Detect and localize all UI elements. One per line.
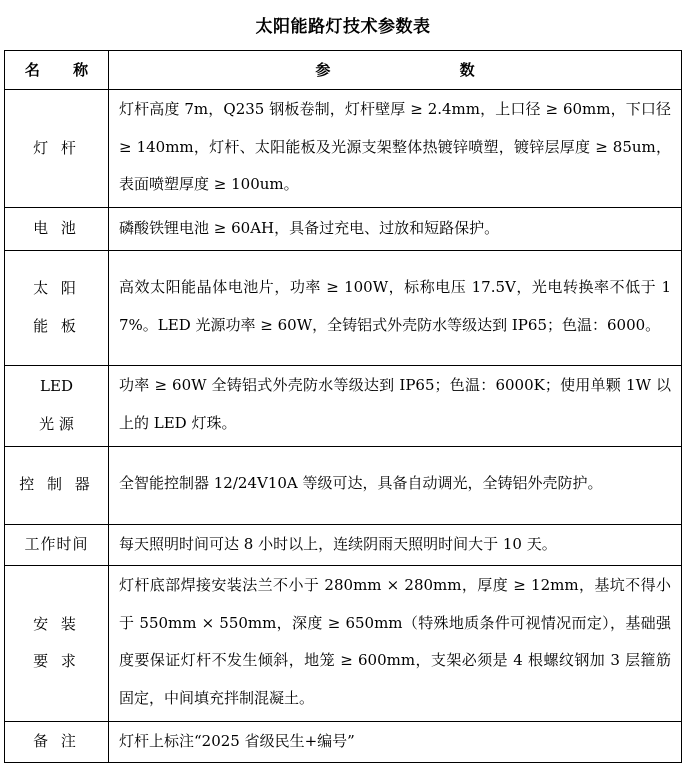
row-params-working-time: 每天照明时间可达 8 小时以上，连续阴雨天照明时间大于 10 天。	[109, 524, 682, 565]
table-header-row	[5, 51, 682, 90]
row-params-installation: 灯杆底部焊接安装法兰不小于 280mm × 280mm，厚度 ≥ 12mm，基坑不得小于 550mm × 550mm，深度 ≥ 650mm（特殊地质条件可视情况而定），基础强度要保证灯杆不发生倾斜，地笼 ≥ 600mm，支架必须是 4 根螺纹钢加 3 层箍筋固定，中间填充拌制混凝土。	[109, 565, 682, 721]
spec-table	[4, 50, 682, 763]
row-params-remarks: 灯杆上标注“2025 省级民生+编号”	[109, 721, 682, 762]
row-name-led-source: LED 光 源	[5, 365, 109, 446]
row-params-pole: 灯杆高度 7m，Q235 钢板卷制，灯杆壁厚 ≥ 2.4mm，上口径 ≥ 60mm，下口径 ≥ 140mm，灯杆、太阳能板及光源支架整体热镀锌喷塑，镀锌层厚度 ≥ 85um，表面喷塑厚度 ≥ 100um。	[109, 90, 682, 208]
table-row	[5, 90, 682, 208]
column-header-name: 名 称	[5, 51, 109, 90]
page-title: 太阳能路灯技术参数表	[255, 17, 431, 37]
table-row	[5, 721, 682, 762]
row-params-battery: 磷酸铁锂电池 ≥ 60AH，具备过充电、过放和短路保护。	[109, 207, 682, 250]
row-params-led-source: 功率 ≥ 60W 全铸铝式外壳防水等级达到 IP65；色温：6000K；使用单颗 1W 以上的 LED 灯珠。	[109, 365, 682, 446]
table-row	[5, 207, 682, 250]
row-params-solar-panel: 高效太阳能晶体电池片，功率 ≥ 100W，标称电压 17.5V，光电转换率不低于 17%。LED 光源功率 ≥ 60W，全铸铝式外壳防水等级达到 IP65；色温：6000。	[109, 250, 682, 365]
table-row	[5, 446, 682, 524]
table-row	[5, 565, 682, 721]
row-name-installation: 安 装 要 求	[5, 565, 109, 721]
row-name-solar-panel: 太 阳 能 板	[5, 250, 109, 365]
row-name-battery: 电 池	[5, 207, 109, 250]
table-row	[5, 524, 682, 565]
table-row	[5, 365, 682, 446]
row-name-remarks: 备 注	[5, 721, 109, 762]
table-row	[5, 250, 682, 365]
row-name-pole: 灯 杆	[5, 90, 109, 208]
row-name-working-time: 工作时间	[5, 524, 109, 565]
column-header-params: 参 数	[109, 51, 682, 90]
row-params-controller: 全智能控制器 12/24V10A 等级可达，具备自动调光，全铸铝外壳防护。	[109, 446, 682, 524]
row-name-controller: 控 制 器	[5, 446, 109, 524]
